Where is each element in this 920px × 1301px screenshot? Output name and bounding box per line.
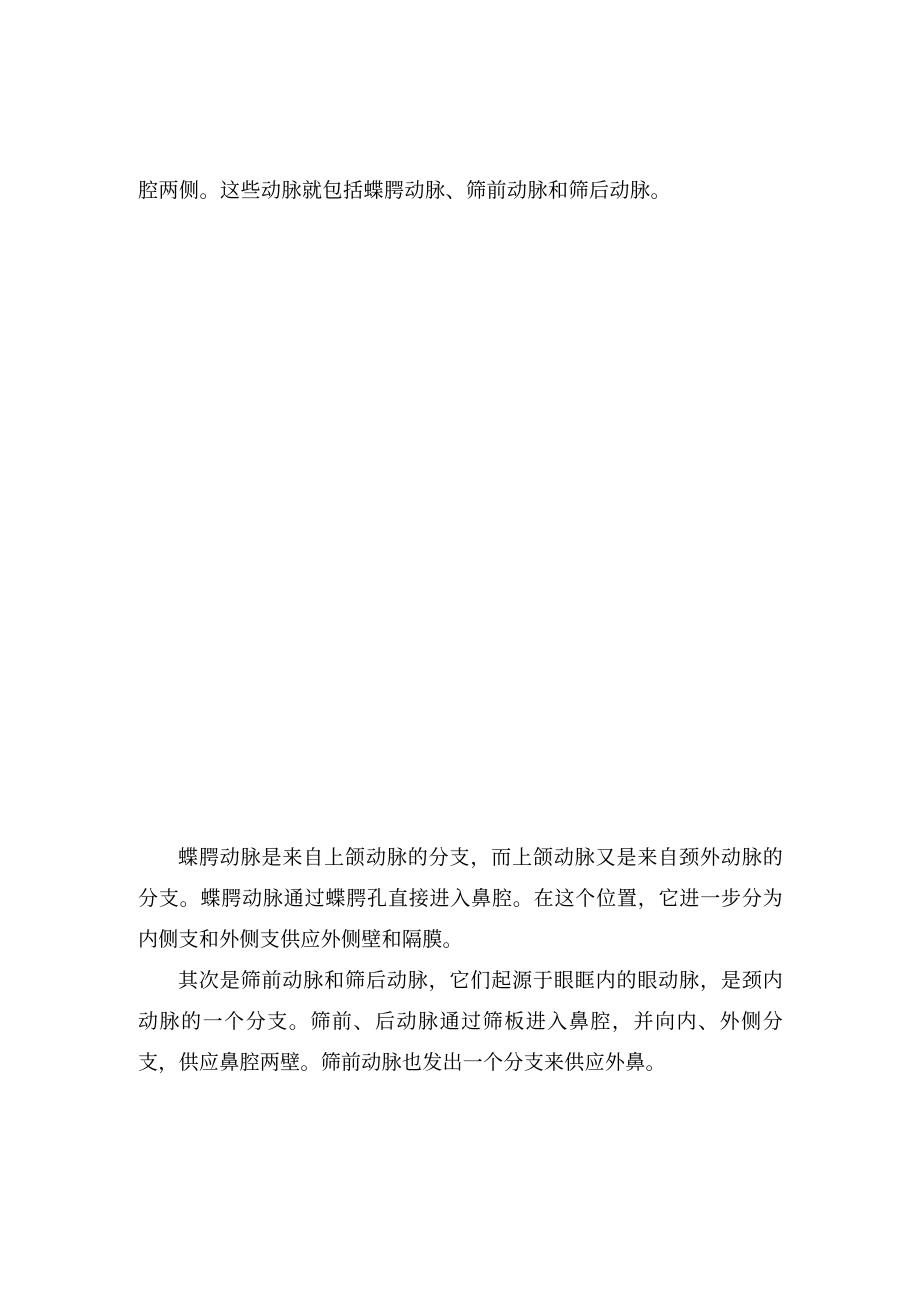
paragraph-sphenopalatine-artery: 蝶腭动脉是来自上颌动脉的分支，而上颌动脉又是来自颈外动脉的分支。蝶腭动脉通过蝶腭孔直接进入鼻腔。在这个位置，它进一步分为内侧支和外侧支供应外侧壁和隔膜。 <box>138 845 783 951</box>
paragraph-ethmoidal-arteries: 其次是筛前动脉和筛后动脉，它们起源于眼眶内的眼动脉，是颈内动脉的一个分支。筛前、后动脉通过筛板进入鼻腔，并向内、外侧分支，供应鼻腔两壁。筛前动脉也发出一个分支来供应外鼻。 <box>138 968 783 1074</box>
continued-text-line: 腔两侧。这些动脉就包括蝶腭动脉、筛前动脉和筛后动脉。 <box>138 178 671 202</box>
